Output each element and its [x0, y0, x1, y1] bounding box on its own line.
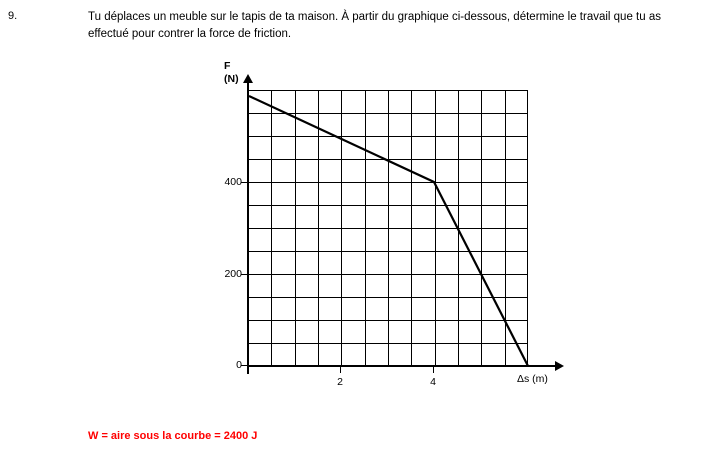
question-number: 9.: [8, 10, 18, 22]
y-axis-title-line2: (N): [224, 73, 239, 85]
y-tick-label-200: 200: [224, 268, 242, 280]
force-distance-chart: [210, 60, 570, 395]
y-tick-label-0: 0: [236, 359, 242, 371]
x-tick-label-2: 2: [337, 376, 343, 388]
answer-text: W = aire sous la courbe = 2400 J: [88, 430, 258, 442]
x-axis-title: Δs (m): [517, 373, 548, 385]
y-axis-title-line1: F: [224, 60, 231, 72]
question-text: Tu déplaces un meuble sur le tapis de ta maison. À partir du graphique ci-dessous, détermine le travail que tu as effectué pour contrer la force de friction.: [88, 11, 661, 40]
force-curve: [210, 60, 570, 395]
x-tick-label-4: 4: [430, 376, 436, 388]
y-tick-label-400: 400: [224, 176, 242, 188]
